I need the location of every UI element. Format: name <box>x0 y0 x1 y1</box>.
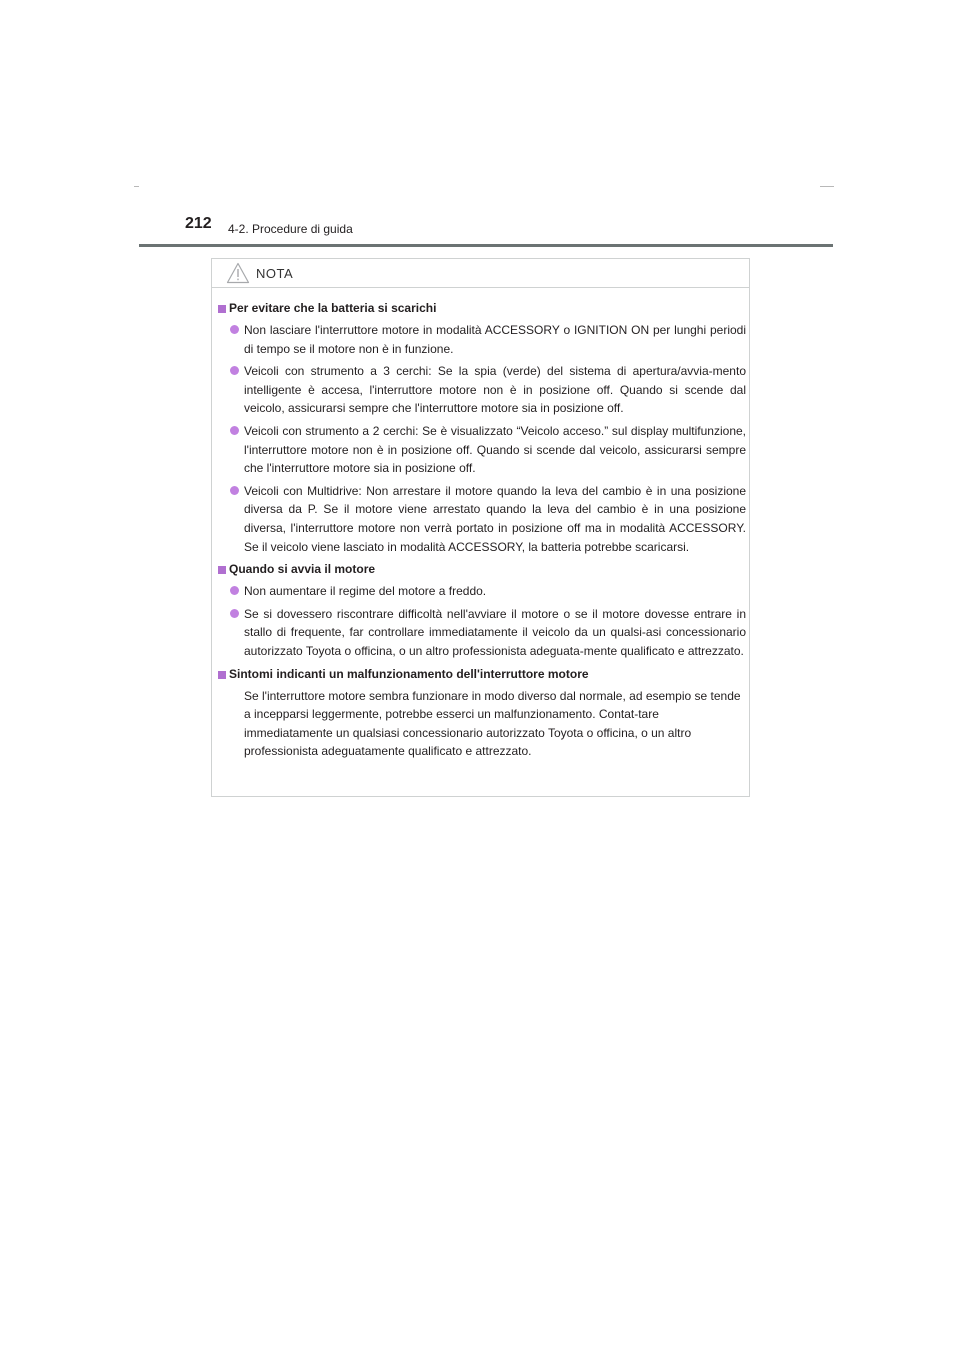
section-heading-battery <box>218 299 746 318</box>
list-item-text: Veicoli con Multidrive: Non arrestare il motore quando la leva del cambio è in una posizione diversa da P. Se il motore viene arrestato quando la leva del cambio è in una posizione diversa, l'interruttore motore non verrà portato in posizione off ma in modalità ACCESSORY. Se il veicolo viene lasciato in modalità ACCESSORY, la batteria potrebbe scaricarsi. <box>244 483 746 554</box>
crop-mark-left <box>134 186 139 187</box>
list-item <box>218 482 746 556</box>
note-label: NOTA <box>256 266 294 281</box>
section-heading-engine-start <box>218 560 746 579</box>
list-item-text: Veicoli con strumento a 2 cerchi: Se è visualizzato “Veicolo acceso.” sul display multifunzione, l'interruttore motore non è in posizione off. Quando si scende dal veicolo, assicurarsi sempre che l'interruttore motore sia in posizione off. <box>244 423 746 476</box>
list-item-text: Veicoli con strumento a 3 cerchi: Se la spia (verde) del sistema di apertura/avvia-mento intelligente è accesa, l'interruttore motore non è in posizione off. Quando si scende dal veicolo, assicurarsi sempre che l'interruttore motore sia in posizione off. <box>244 364 746 416</box>
square-bullet-icon <box>218 305 226 313</box>
section-heading-malfunction <box>218 665 746 684</box>
section-heading-text: Sintomi indicanti un malfunzionamento dell'interruttore motore <box>229 666 589 681</box>
warning-triangle-icon <box>226 262 250 284</box>
circle-bullet-icon <box>230 609 239 618</box>
list-item-text: Se si dovessero riscontrare difficoltà nell'avviare il motore o se il motore dovesse entrare in stallo di frequente, far controllare immediatamente il veicolo da un qualsi-asi concessionario autorizzato Toyota o officina, o un altro professionista adeguata-mente qualificato e attrezzato. <box>244 606 746 658</box>
circle-bullet-icon <box>230 366 239 375</box>
note-header <box>212 259 749 288</box>
header-rule <box>139 244 833 247</box>
circle-bullet-icon <box>230 486 239 495</box>
section-title: 4-2. Procedure di guida <box>228 222 353 236</box>
list-item <box>218 605 746 661</box>
section-heading-text: Per evitare che la batteria si scarichi <box>229 301 437 315</box>
circle-bullet-icon <box>230 426 239 435</box>
list-item <box>218 422 746 478</box>
section-heading-text: Quando si avvia il motore <box>229 562 376 577</box>
list-item <box>218 362 746 418</box>
paragraph-text: Se l'interruttore motore sembra funzionare in modo diverso dal normale, ad esempio se tende a incepparsi leggermente, potrebbe esserci un malfunzionamento. Contat-tare immediatamente un qualsiasi concessionario autorizzato Toyota o officina, o un altro professionista adeguatamente qualificato e attrezzato. <box>244 688 741 759</box>
list-item <box>218 582 746 601</box>
page-header <box>185 215 835 239</box>
square-bullet-icon <box>218 566 226 574</box>
crop-mark-right <box>820 186 834 187</box>
circle-bullet-icon <box>230 325 239 334</box>
list-item-text: Non lasciare l'interruttore motore in modalità ACCESSORY o IGNITION ON per lunghi periodi di tempo se il motore non è in funzione. <box>244 323 746 356</box>
note-box <box>211 258 750 797</box>
page-number: 212 <box>185 215 212 232</box>
list-item-text: Non aumentare il regime del motore a freddo. <box>244 584 487 599</box>
square-bullet-icon <box>218 671 226 679</box>
paragraph <box>218 687 746 761</box>
circle-bullet-icon <box>230 586 239 595</box>
note-body <box>218 299 746 763</box>
list-item <box>218 321 746 358</box>
